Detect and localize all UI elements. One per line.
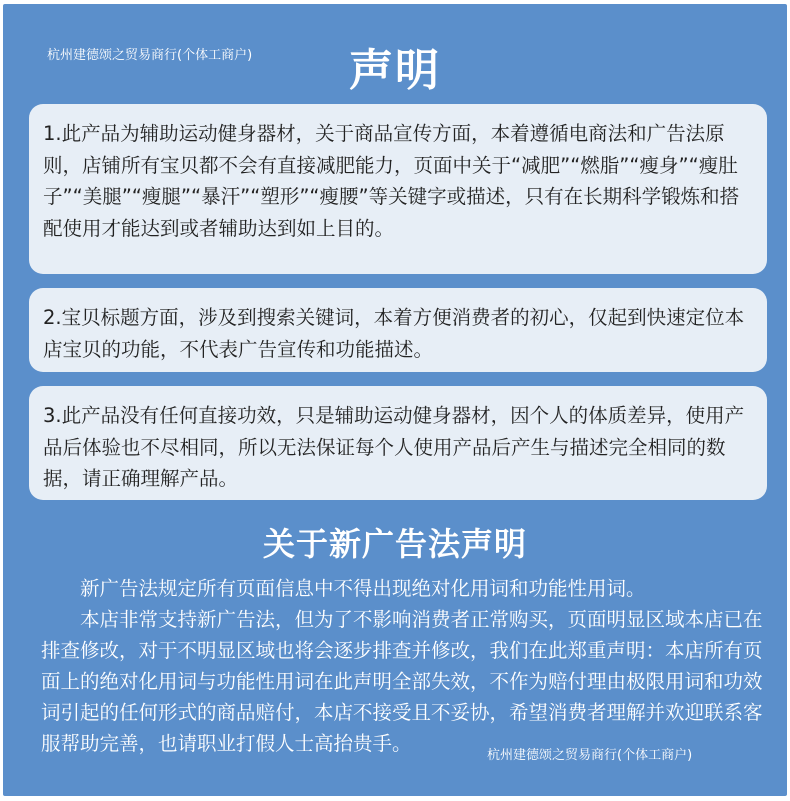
statement-card-1: 1.此产品为辅助运动健身器材，关于商品宣传方面，本着遵循电商法和广告法原则，店铺所有宝贝都不会有直接减肥能力，页面中关于“减肥”“燃脂”“瘦身”“瘦肚子”“美腿”“瘦腿”“暴汗”“塑形”“瘦腰”等关键字或描述，只有在长期科学锻炼和搭配使用才能达到或者辅助达到如上目的。 — [29, 104, 767, 274]
statement-card-2: 2.宝贝标题方面，涉及到搜索关键词，本着方便消费者的初心，仅起到快速定位本店宝贝的功能，不代表广告宣传和功能描述。 — [29, 288, 767, 372]
section-paragraph-2: 本店非常支持新广告法，但为了不影响消费者正常购买，页面明显区域本店已在排查修改，对于不明显区域也将会逐步排查并修改，我们在此郑重声明：本店所有页面上的绝对化用词与功能性用词在此声明全部失效，不作为赔付理由极限用词和功效词引起的任何形式的商品赔付，本店不接受且不妥协，希望消费者理解并欢迎联系客服帮助完善，也请职业打假人士高抬贵手。 — [41, 608, 763, 755]
statement-card-3: 3.此产品没有任何直接功效，只是辅助运动健身器材，因个人的体质差异，使用产品后体验也不尽相同，所以无法保证每个人使用产品后产生与描述完全相同的数据，请正确理解产品。 — [29, 386, 767, 500]
page-title: 声明 — [349, 45, 441, 96]
watermark-bottom: 杭州建德颂之贸易商行(个体工商户) — [487, 748, 693, 763]
blue-panel — [3, 4, 787, 796]
section-title: 关于新广告法声明 — [262, 525, 527, 563]
watermark-top: 杭州建德颂之贸易商行(个体工商户) — [47, 48, 253, 63]
section-paragraph-1: 新广告法规定所有页面信息中不得出现绝对化用词和功能性用词。 — [80, 577, 646, 600]
